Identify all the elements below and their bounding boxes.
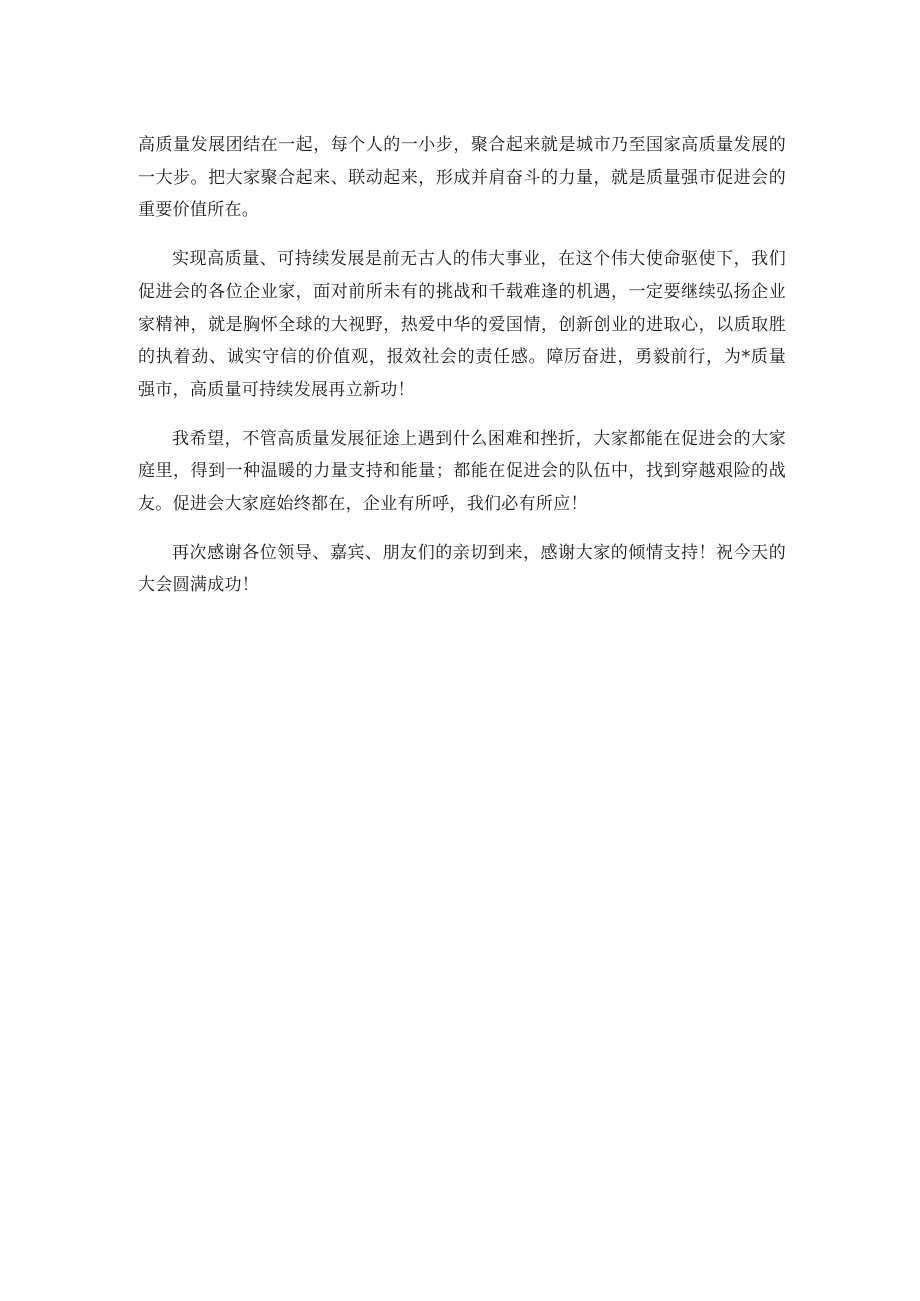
paragraph-3: 我希望，不管高质量发展征途上遇到什么困难和挫折，大家都能在促进会的大家庭里，得到一种温暖的力量支持和能量；都能在促进会的队伍中，找到穿越艰险的战友。促进会大家庭始终都在，企业有所呼，我们必有所应！ — [138, 428, 786, 515]
paragraph-1: 高质量发展团结在一起，每个人的一小步，聚合起来就是城市乃至国家高质量发展的一大步。把大家聚合起来、联动起来，形成并肩奋斗的力量，就是质量强市促进会的重要价值所在。 — [138, 135, 786, 221]
paragraph-4: 再次感谢各位领导、嘉宾、朋友们的亲切到来，感谢大家的倾情支持！祝今天的大会圆满成功！ — [138, 542, 786, 596]
paragraph-2: 实现高质量、可持续发展是前无古人的伟大事业，在这个伟大使命驱使下，我们促进会的各位企业家，面对前所未有的挑战和千载难逢的机遇，一定要继续弘扬企业家精神，就是胸怀全球的大视野，热爱中华的爱国情，创新创业的进取心，以质取胜的执着劲、诚实守信的价值观，报效社会的责任感。障厉奋进，勇毅前行，为*质量强市，高质量可持续发展再立新功！ — [138, 249, 786, 400]
document-body — [138, 129, 786, 618]
